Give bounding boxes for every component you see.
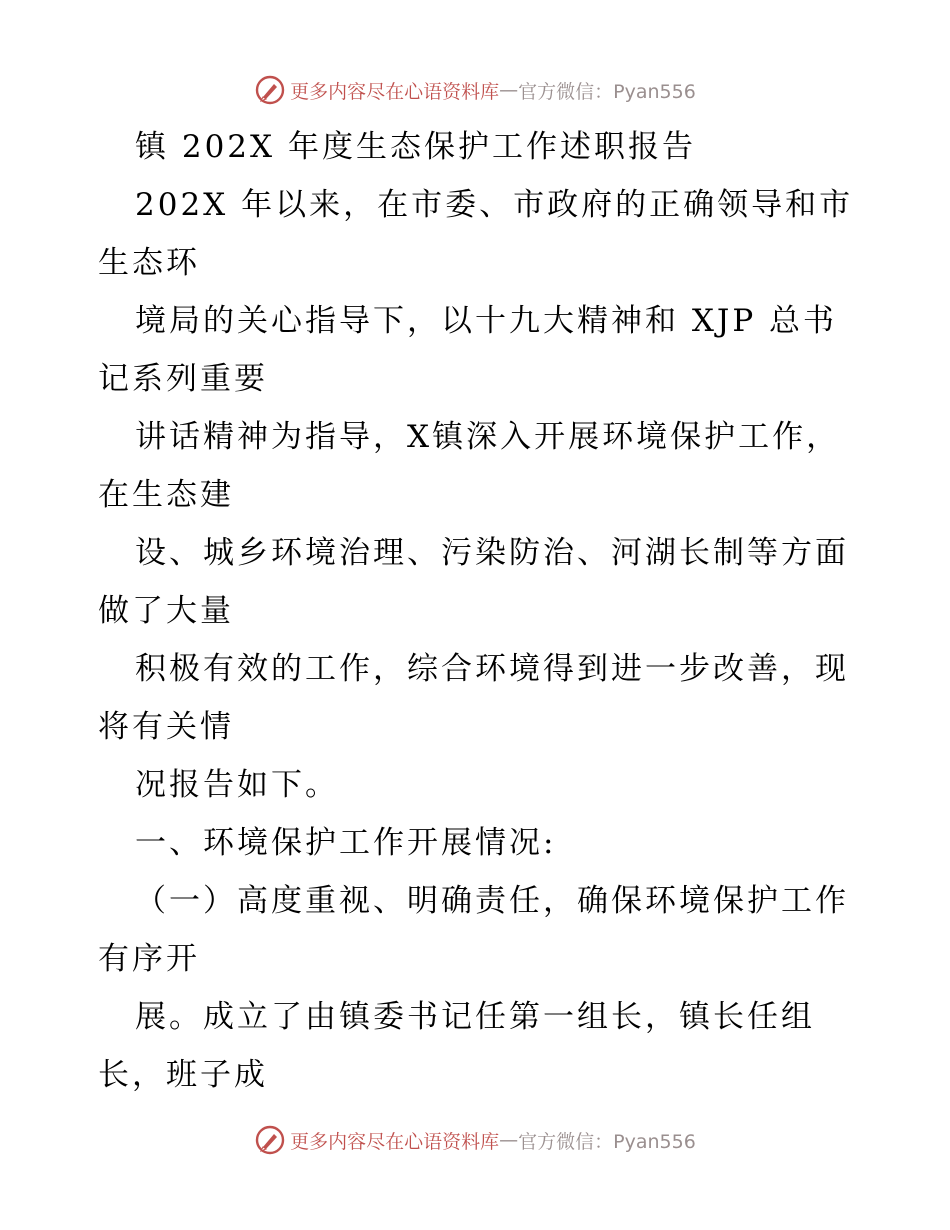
banner-dash: — xyxy=(499,79,519,101)
pen-circle-icon xyxy=(254,74,286,106)
paragraph-line: 况报告如下。 xyxy=(135,767,339,803)
paragraph-line: 积极有效的工作，综合环境得到进一步改善，现 xyxy=(135,651,849,687)
banner-main-text: 更多内容尽在心语资料库 xyxy=(290,1130,500,1153)
paragraph-line: 展。成立了由镇委书记任第一组长，镇长任组 xyxy=(135,999,815,1035)
pen-circle-icon xyxy=(254,1124,286,1156)
subsection-heading: （一）高度重视、明确责任，确保环境保护工作 xyxy=(135,883,849,919)
banner-contact-text: 官方微信：Pyan556 xyxy=(518,1130,696,1153)
paragraph-line: 设、城乡环境治理、污染防治、河湖长制等方面 xyxy=(135,535,849,571)
footer-banner xyxy=(0,1120,950,1160)
paragraph-line: 做了大量 xyxy=(98,593,234,629)
paragraph-line: 记系列重要 xyxy=(98,361,268,397)
paragraph-line: 长，班子成 xyxy=(98,1057,268,1093)
section-heading: 一、环境保护工作开展情况: xyxy=(135,825,557,861)
header-banner xyxy=(0,70,950,110)
banner-main-text: 更多内容尽在心语资料库 xyxy=(290,80,500,103)
document-body xyxy=(98,118,858,1104)
paragraph-line: 境局的关心指导下，以十九大精神和 XJP 总书 xyxy=(135,303,838,339)
paragraph-line: 将有关情 xyxy=(98,709,234,745)
banner-contact-text: 官方微信：Pyan556 xyxy=(518,80,696,103)
paragraph-line: 有序开 xyxy=(98,941,200,977)
document-title: 镇 202X 年度生态保护工作述职报告 xyxy=(135,129,696,165)
banner-dash: — xyxy=(499,1129,519,1151)
paragraph-line: 生态环 xyxy=(98,245,200,281)
paragraph-line: 202X 年以来，在市委、市政府的正确领导和市 xyxy=(135,187,854,223)
paragraph-line: 在生态建 xyxy=(98,477,234,513)
paragraph-line: 讲话精神为指导，X镇深入开展环境保护工作， xyxy=(135,419,841,455)
